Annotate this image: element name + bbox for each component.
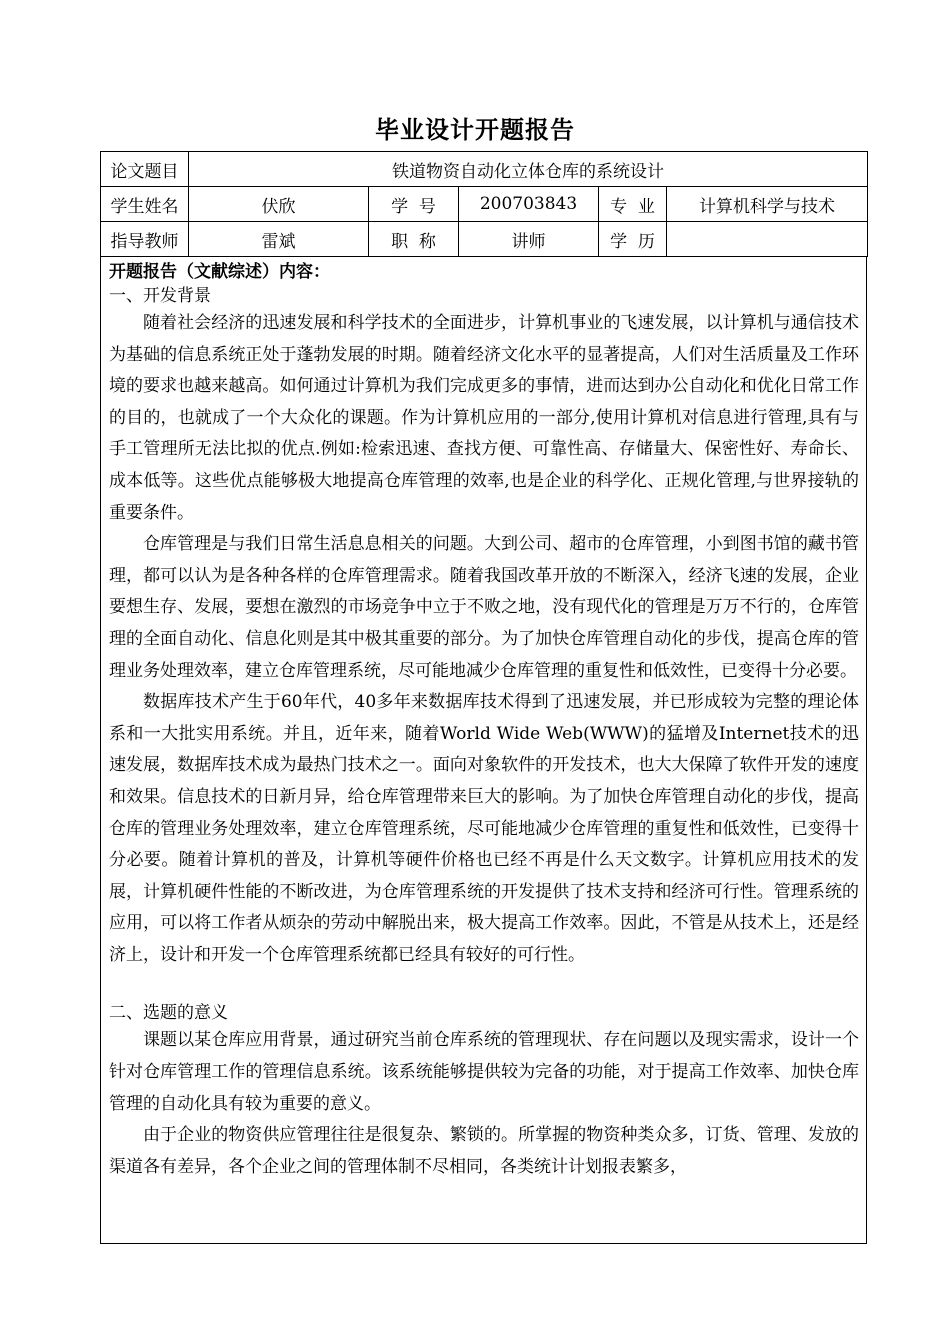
student-value: 伏欣 bbox=[189, 187, 369, 222]
info-table bbox=[100, 151, 868, 257]
major-value: 计算机科学与技术 bbox=[667, 187, 868, 222]
paragraph: 课题以某仓库应用背景，通过研究当前仓库系统的管理现状、存在问题以及现实需求，设计一个针对仓库管理工作的管理信息系统。该系统能够提供较为完备的功能，对于提高工作效率、加快仓库管理的自动化具有较为重要的意义。 bbox=[109, 1030, 859, 1114]
section-title: 二、选题的意义 bbox=[109, 1003, 228, 1024]
report-heading: 开题报告（文献综述）内容： bbox=[109, 262, 330, 282]
thesis-label: 论文题目 bbox=[101, 152, 189, 187]
advisor-value: 雷斌 bbox=[189, 222, 369, 257]
page-title: 毕业设计开题报告 bbox=[375, 115, 575, 144]
table-row bbox=[101, 187, 868, 222]
paragraph: 由于企业的物资供应管理往往是很复杂、繁锁的。所掌握的物资种类众多，订货、管理、发放的渠道各有差异，各个企业之间的管理体制不尽相同，各类统计计划报表繁多， bbox=[109, 1125, 859, 1177]
section-title: 一、开发背景 bbox=[109, 286, 211, 306]
major-label: 专 业 bbox=[599, 187, 667, 222]
edu-label: 学 历 bbox=[599, 222, 667, 257]
table-row bbox=[101, 152, 868, 187]
advisor-label: 指导教师 bbox=[101, 222, 189, 257]
paragraph: 仓库管理是与我们日常生活息息相关的问题。大到公司、超市的仓库管理，小到图书馆的藏书管理，都可以认为是各种各样的仓库管理需求。随着我国改革开放的不断深入，经济飞速的发展，企业要想生存、发展，要想在激烈的市场竞争中立于不败之地，没有现代化的管理是万万不行的，仓库管理的全面自动化、信息化则是其中极其重要的部分。为了加快仓库管理自动化的步伐，提高仓库的管理业务处理效率，建立仓库管理系统，尽可能地减少仓库管理的重复性和低效性，已变得十分必要。 bbox=[109, 534, 859, 681]
thesis-value: 铁道物资自动化立体仓库的系统设计 bbox=[189, 152, 868, 187]
edu-value bbox=[667, 222, 868, 257]
id-value: 200703843 bbox=[459, 187, 599, 222]
table-row bbox=[101, 222, 868, 257]
spacer bbox=[109, 971, 859, 1001]
id-label: 学 号 bbox=[369, 187, 459, 222]
rank-value: 讲师 bbox=[459, 222, 599, 257]
paragraph: 随着社会经济的迅速发展和科学技术的全面进步，计算机事业的飞速发展，以计算机与通信技术为基础的信息系统正处于蓬勃发展的时期。随着经济文化水平的显著提高，人们对生活质量及工作环境的要求也越来越高。如何通过计算机为我们完成更多的事情，进而达到办公自动化和优化日常工作的目的，也就成了一个大众化的课题。作为计算机应用的一部分,使用计算机对信息进行管理,具有与手工管理所无法比拟的优点.例如:检索迅速、查找方便、可靠性高、存储量大、保密性好、寿命长、成本低等。这些优点能够极大地提高仓库管理的效率,也是企业的科学化、正规化管理,与世界接轨的重要条件。 bbox=[109, 313, 859, 523]
paragraph: 数据库技术产生于60年代，40多年来数据库技术得到了迅速发展，并已形成较为完整的理论体系和一大批实用系统。并且，近年来，随着World Wide Web(WWW)的猛增及Internet技术的迅速发展，数据库技术成为最热门技术之一。面向对象软件的开发技术，也大大保障了软件开发的速度和效果。信息技术的日新月异，给仓库管理带来巨大的影响。为了加快仓库管理自动化的步伐，提高仓库的管理业务处理效率，建立仓库管理系统，尽可能地减少仓库管理的重复性和低效性，已变得十分必要。随着计算机的普及，计算机等硬件价格也已经不再是什么天文数字。计算机应用技术的发展，计算机硬件性能的不断改进，为仓库管理系统的开发提供了技术支持和经济可行性。管理系统的应用，可以将工作者从烦杂的劳动中解脱出来，极大提高工作效率。因此，不管是从技术上，还是经济上，设计和开发一个仓库管理系统都已经具有较好的可行性。 bbox=[109, 692, 859, 965]
rank-label: 职 称 bbox=[369, 222, 459, 257]
student-label: 学生姓名 bbox=[101, 187, 189, 222]
report-content bbox=[109, 260, 859, 1183]
